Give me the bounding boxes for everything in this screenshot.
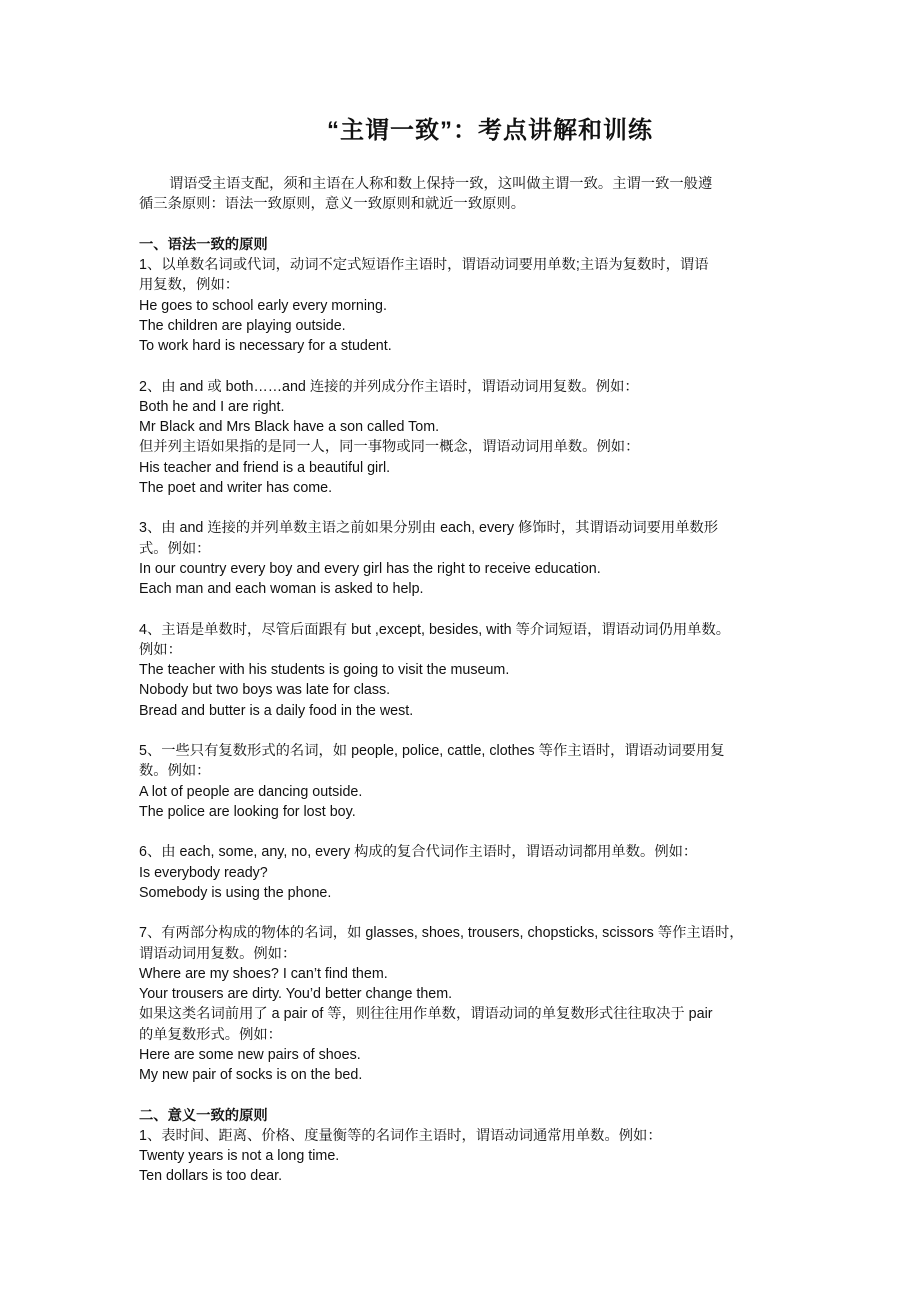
text-line: My new pair of socks is on the bed.: [139, 1067, 363, 1083]
text-line: Somebody is using the phone.: [139, 884, 332, 901]
rule-paragraph: [139, 620, 799, 721]
text-line: His teacher and friend is a beautiful girl.: [139, 459, 391, 476]
text-line: Your trousers are dirty. You’d better change them.: [139, 986, 453, 1002]
text-line: 5、一些只有复数形式的名词，如 people, police, cattle, clothes 等作主语时，谓语动词要用复: [139, 743, 725, 759]
text-line: 4、主语是单数时，尽管后面跟有 but ,except, besides, with 等介词短语，谓语动词仍用单数。: [139, 621, 731, 638]
section-heading: 一、语法一致的原则: [139, 236, 268, 253]
text-line: Nobody but two boys was late for class.: [139, 682, 391, 699]
text-line: 循三条原则：语法一致原则，意义一致原则和就近一致原则。: [139, 196, 526, 213]
document-body: [139, 174, 799, 1207]
text-line: 3、由 and 连接的并列单数主语之前如果分别由 each, every 修饰时，其谓语动词要用单数形: [139, 520, 719, 537]
text-line: Twenty years is not a long time.: [139, 1148, 340, 1164]
text-line: 1、以单数名词或代词，动词不定式短语作主语时，谓语动词要用单数;主语为复数时，谓语: [139, 257, 709, 273]
text-line: To work hard is necessary for a student.: [139, 338, 392, 354]
text-line: 但并列主语如果指的是同一人，同一事物或同一概念，谓语动词用单数。例如：: [139, 439, 640, 456]
rule-paragraph: [139, 741, 799, 822]
text-line: 例如：: [139, 641, 182, 658]
text-line: 谓语动词用复数。例如：: [139, 945, 297, 962]
text-line: 谓语受主语支配，须和主语在人称和数上保持一致，这叫做主谓一致。主谓一致一般遵: [169, 176, 713, 192]
text-line: Mr Black and Mrs Black have a son called Tom.: [139, 419, 440, 435]
text-line: 用复数，例如：: [139, 277, 240, 294]
section-block: [139, 235, 799, 357]
text-line: The children are playing outside.: [139, 317, 346, 334]
text-line: Here are some new pairs of shoes.: [139, 1046, 361, 1063]
rule-paragraph: [139, 842, 799, 903]
text-line: 如果这类名词前用了 a pair of 等，则往往用作单数，谓语动词的单复数形式往往取决于 pair: [139, 1006, 713, 1023]
text-line: 数。例如：: [139, 763, 211, 780]
text-line: 6、由 each, some, any, no, every 构成的复合代词作主语时，谓语动词都用单数。例如：: [139, 844, 698, 861]
text-line: The police are looking for lost boy.: [139, 803, 356, 820]
text-line: Where are my shoes? I can’t find them.: [139, 965, 388, 982]
text-line: 2、由 and 或 both……and 连接的并列成分作主语时，谓语动词用复数。例如：: [139, 378, 639, 395]
rule-paragraph: [139, 923, 799, 1085]
text-line: He goes to school early every morning.: [139, 297, 387, 314]
text-line: 7、有两部分构成的物体的名词，如 glasses, shoes, trousers, chopsticks, scissors 等作主语时，: [139, 925, 744, 942]
document-title: “主谓一致”：考点讲解和训练: [327, 117, 653, 144]
rule-paragraph: [139, 518, 799, 599]
text-line: Bread and butter is a daily food in the west.: [139, 702, 414, 719]
text-line: In our country every boy and every girl has the right to receive education.: [139, 560, 601, 577]
text-line: 的单复数形式。例如：: [139, 1026, 282, 1043]
text-line: Ten dollars is too dear.: [139, 1168, 283, 1185]
text-line: Both he and I are right.: [139, 398, 285, 415]
rule-paragraph: [139, 377, 799, 499]
text-line: Is everybody ready?: [139, 864, 268, 881]
text-line: Each man and each woman is asked to help.: [139, 581, 424, 597]
text-line: 式。例如：: [139, 540, 211, 557]
text-line: The teacher with his students is going to visit the museum.: [139, 662, 510, 678]
intro-paragraph: [139, 174, 799, 215]
section-block: [139, 1106, 799, 1187]
section-heading: 二、意义一致的原则: [139, 1107, 268, 1124]
text-line: A lot of people are dancing outside.: [139, 783, 363, 800]
text-line: The poet and writer has come.: [139, 479, 333, 496]
text-line: 1、表时间、距离、价格、度量衡等的名词作主语时，谓语动词通常用单数。例如：: [139, 1127, 662, 1144]
